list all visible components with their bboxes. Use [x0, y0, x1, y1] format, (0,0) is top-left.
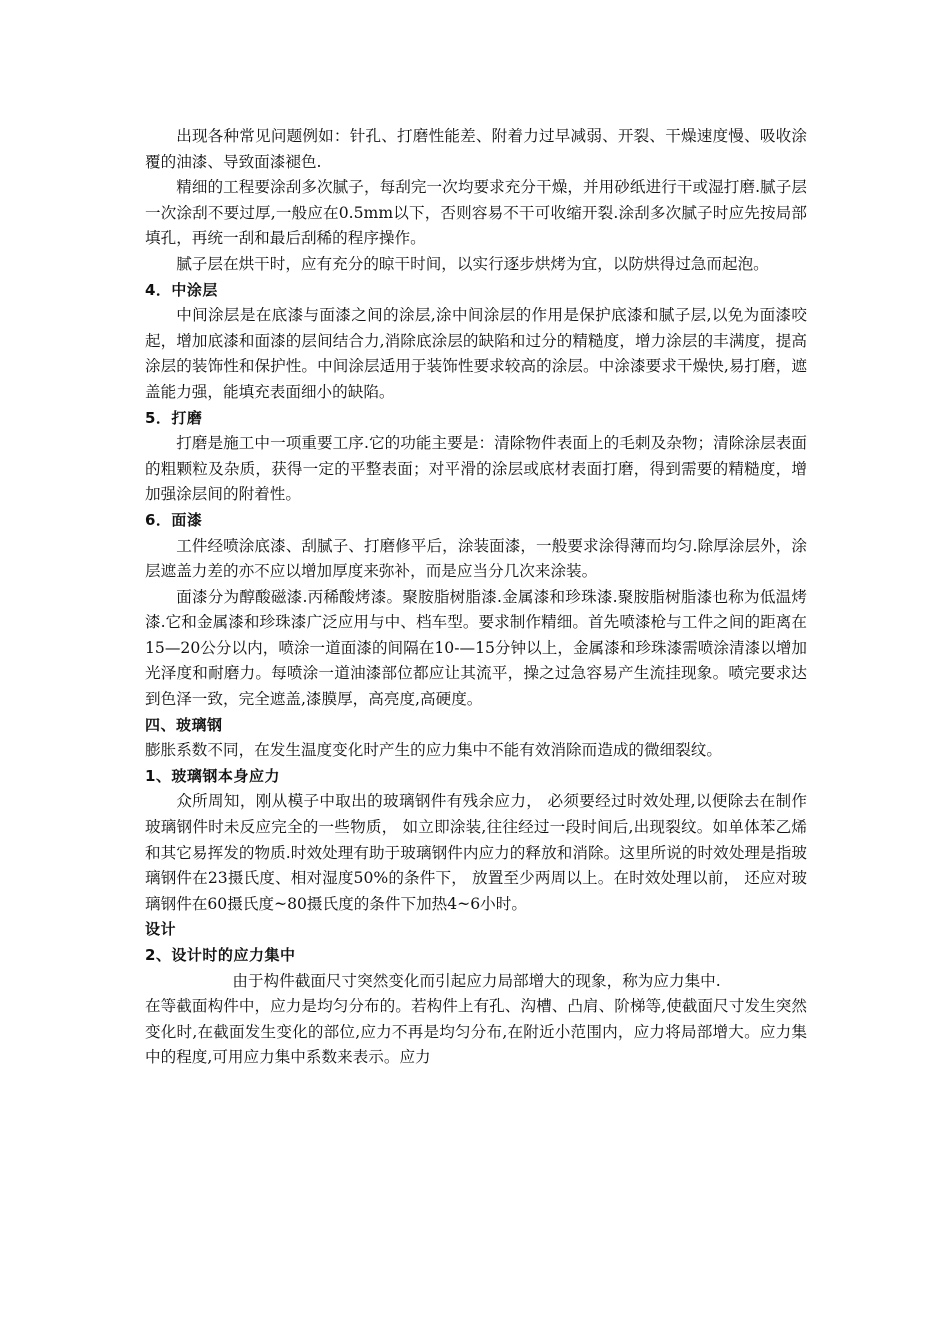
paragraph: 工件经喷涂底漆、刮腻子、打磨修平后，涂装面漆，一般要求涂得薄而均匀.除厚涂层外，涂层遮盖力差的亦不应以增加厚度来弥补，而是应当分几次来涂装。	[145, 536, 807, 581]
document-page	[145, 124, 807, 1071]
paragraph: 中间涂层是在底漆与面漆之间的涂层,涂中间涂层的作用是保护底漆和腻子层,以免为面漆咬起，增加底漆和面漆的层间结合力,消除底涂层的缺陷和过分的精糙度，增力涂层的丰满度，提高涂层的装饰性和保护性。中间涂层适用于装饰性要求较高的涂层。中涂漆要求干燥快,易打磨，遮盖能力强，能填充表面细小的缺陷。	[145, 306, 807, 401]
section-heading: 四、玻璃钢	[145, 715, 223, 734]
section-heading: 设计	[145, 920, 177, 939]
paragraph: 由于构件截面尺寸突然变化而引起应力局部增大的现象，称为应力集中.	[232, 971, 721, 990]
section-heading: 1、玻璃钢本身应力	[145, 766, 280, 785]
section-heading: 2、设计时的应力集中	[145, 946, 296, 964]
section-heading: 6．面漆	[145, 510, 203, 529]
paragraph: 腻子层在烘干时，应有充分的晾干时间，以实行逐步烘烤为宜，以防烘得过急而起泡。	[176, 254, 769, 273]
paragraph: 出现各种常见问题例如：针孔、打磨性能差、附着力过早减弱、开裂、干燥速度慢、吸收涂覆的油漆、导致面漆褪色.	[145, 127, 807, 171]
section-heading: 4．中涂层	[145, 280, 218, 299]
paragraph: 打磨是施工中一项重要工序.它的功能主要是：清除物件表面上的毛刺及杂物；清除涂层表面的粗颗粒及杂质，获得一定的平整表面；对平滑的涂层或底材表面打磨，得到需要的精糙度，增加强涂层间的附着性。	[145, 434, 807, 504]
paragraph: 面漆分为醇酸磁漆.丙稀酸烤漆。聚胺脂树脂漆.金属漆和珍珠漆.聚胺脂树脂漆也称为低温烤漆.它和金属漆和珍珠漆广泛应用与中、档车型。要求制作精细。首先喷漆枪与工件之间的距离在15—20公分以内，喷涂一道面漆的间隔在10-—15分钟以上，金属漆和珍珠漆需喷涂清漆以增加光泽度和耐磨力。每喷涂一道油漆部位都应让其流平，操之过急容易产生流挂现象。喷完要求达到色泽一致，完全遮盖,漆膜厚，高亮度,高硬度。	[145, 587, 807, 709]
paragraph: 膨胀系数不同，在发生温度变化时产生的应力集中不能有效消除而造成的微细裂纹。	[145, 741, 722, 760]
paragraph: 在等截面构件中，应力是均匀分布的。若构件上有孔、沟槽、凸肩、阶梯等,使截面尺寸发生突然变化时,在截面发生变化的部位,应力不再是均匀分布,在附近小范围内，应力将局部增大。应力集中的程度,可用应力集中系数来表示。应力	[145, 997, 807, 1067]
paragraph: 精细的工程要涂刮多次腻子，每刮完一次均要求充分干燥，并用砂纸进行干或湿打磨.腻子层一次涂刮不要过厚,一般应在0.5mm以下，否则容易不干可收缩开裂.涂刮多次腻子时应先按局部填孔，再统一刮和最后刮稀的程序操作。	[145, 178, 807, 248]
paragraph: 众所周知，刚从模子中取出的玻璃钢件有残余应力， 必须要经过时效处理,以便除去在制作玻璃钢件时未反应完全的一些物质， 如立即涂装,往往经过一段时间后,出现裂纹。如单体苯乙烯和其它易挥发的物质.时效处理有助于玻璃钢件内应力的释放和消除。这里所说的时效处理是指玻璃钢件在23摄氏度、相对湿度50%的条件下， 放置至少两周以上。在时效处理以前， 还应对玻璃钢件在60摄氏度~80摄氏度的条件下加热4~6小时。	[145, 792, 807, 913]
section-heading: 5．打磨	[145, 408, 203, 427]
